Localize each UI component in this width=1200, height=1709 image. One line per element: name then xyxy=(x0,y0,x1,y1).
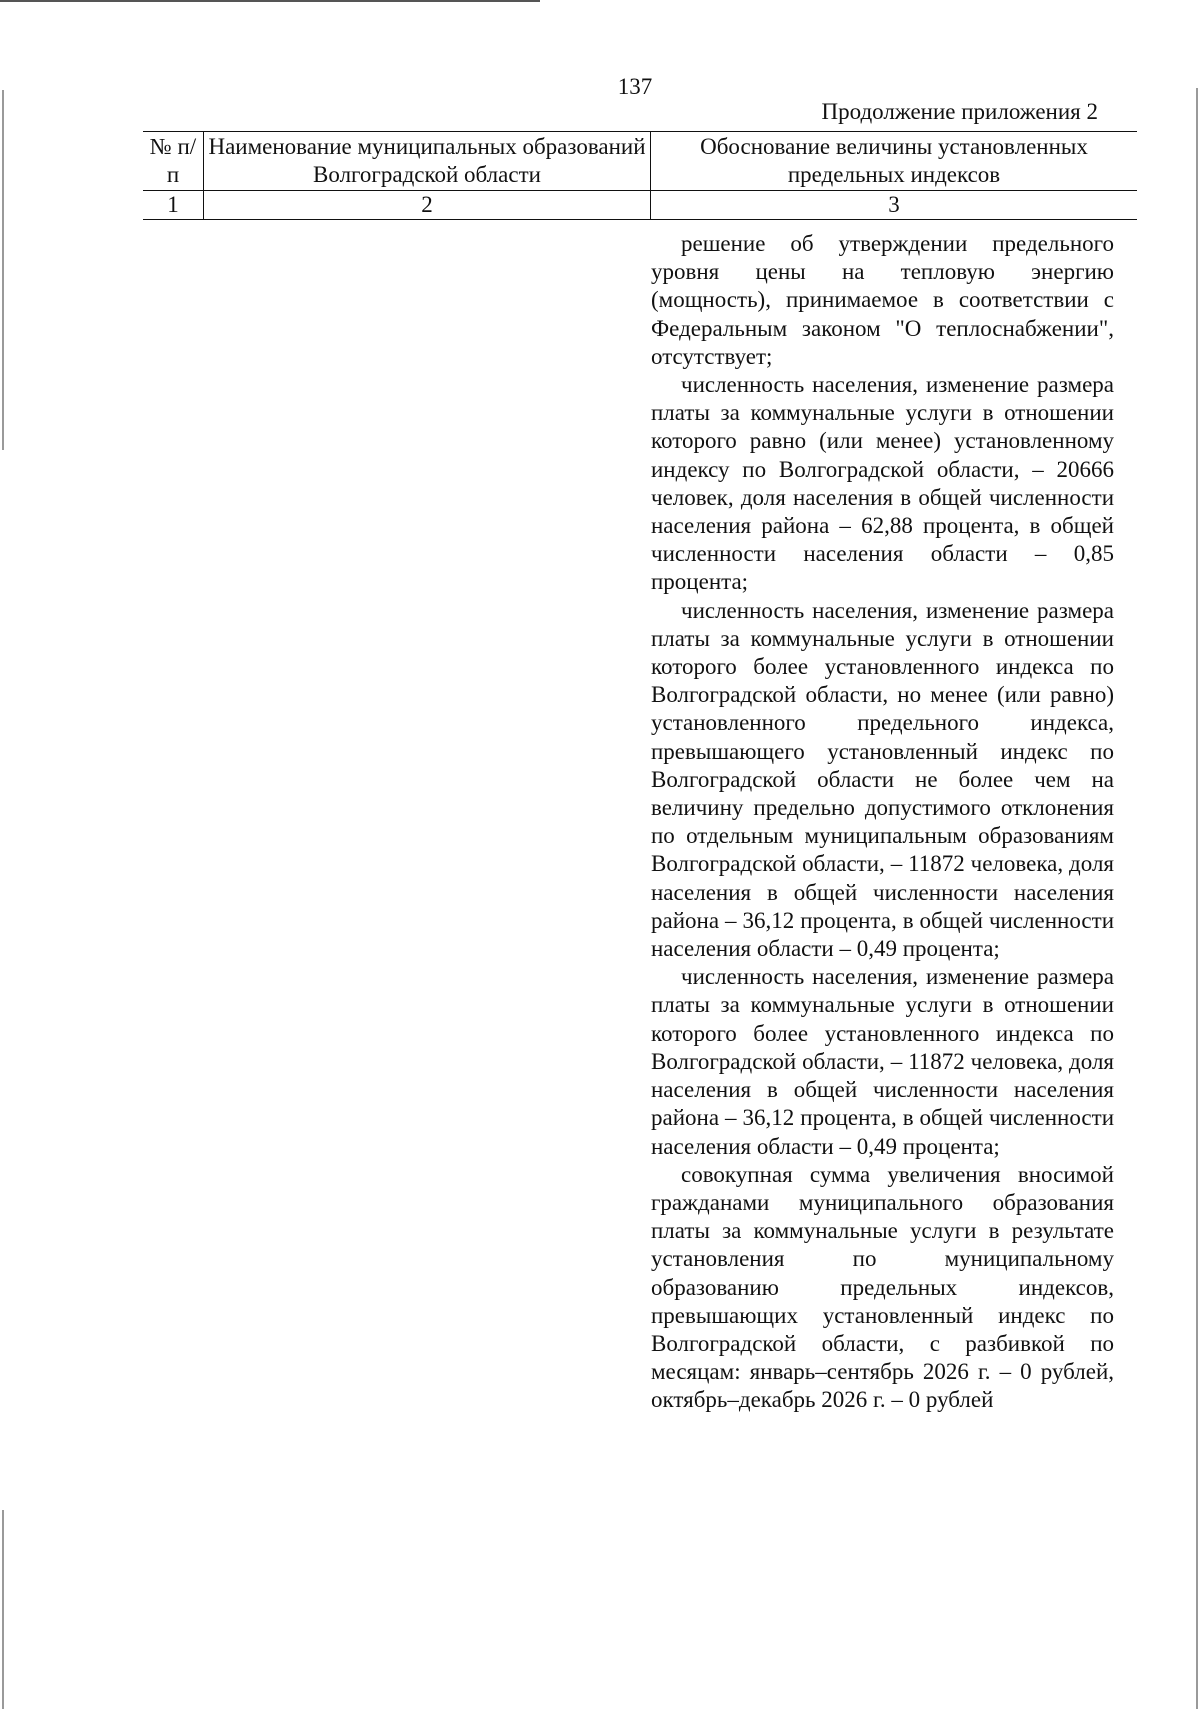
paragraph: решение об утверждении предельного уровня цены на тепловую энергию (мощность), принимаемое в соответствии с Федеральным законом "О теплоснабжении", отсутствует; xyxy=(651,231,1114,369)
column-number-3: 3 xyxy=(651,191,1138,220)
table-header xyxy=(143,131,1137,220)
paragraph: численность населения, изменение размера платы за коммунальные услуги в отношении которого более установленного индекса по Волгоградской области, но менее (или равно) установленного предельного индекса, превышающего установленный индекс по Волгоградской области не более чем на величину предельно допустимого отклонения по отдельным муниципальным образованиям Волгоградской области, – 11872 человека, доля населения в общей численности населения района – 36,12 процента, в общей численности населения области – 0,49 процента; xyxy=(651,597,1114,962)
table-column-numbers-row xyxy=(143,191,1137,220)
column-number-2: 2 xyxy=(204,191,651,220)
scan-left-edge-lower xyxy=(2,1510,4,1709)
justification-text xyxy=(651,230,1114,1415)
header-cell-municipality: Наименование муниципальных образований Волгоградской области xyxy=(204,132,651,191)
header-cell-number: № п/п xyxy=(143,132,204,191)
paragraph: численность населения, изменение размера платы за коммунальные услуги в отношении которого более установленного индекса по Волгоградской области, – 11872 человека, доля населения в общей численности населения района – 36,12 процента, в общей численности населения области – 0,49 процента; xyxy=(651,964,1114,1159)
paragraph: численность населения, изменение размера платы за коммунальные услуги в отношении которого равно (или менее) установленному индексу по Волгоградской области, – 20666 человек, доля населения в общей численности населения района – 62,88 процента, в общей численности населения области – 0,85 процента; xyxy=(651,372,1114,595)
page-number: 137 xyxy=(617,74,653,99)
paragraph: совокупная сумма увеличения вносимой гражданами муниципального образования платы за коммунальные услуги в результате установления по муниципальному образованию предельных индексов, превышающих установленный индекс по Волгоградской области, с разбивкой по месяцам: январь–сентябрь 2026 г. – 0 рублей, октябрь–декабрь 2026 г. – 0 рублей xyxy=(651,1161,1114,1413)
table-header-row xyxy=(143,132,1137,191)
appendix-continuation-note: Продолжение приложения 2 xyxy=(821,99,1098,124)
column-number-1: 1 xyxy=(143,191,204,220)
scan-left-edge xyxy=(2,90,4,450)
scan-right-edge xyxy=(1196,88,1198,1709)
scan-top-rule xyxy=(0,0,540,2)
header-cell-justification: Обоснование величины установленных предельных индексов xyxy=(651,132,1138,191)
